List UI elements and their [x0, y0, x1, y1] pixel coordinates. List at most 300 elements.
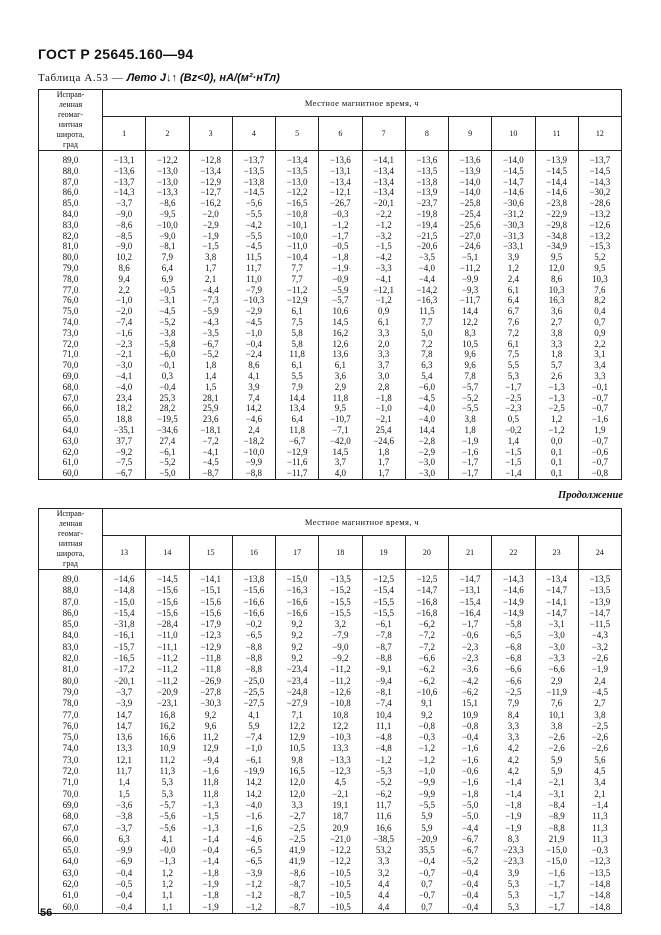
table-cell: 2,2: [594, 338, 606, 349]
latitude-value: 83,0: [62, 641, 79, 652]
table-cell: −23,4: [286, 675, 308, 686]
hour-row: [39, 116, 622, 150]
table-cell: −3,6: [461, 664, 479, 675]
table-cell: 3,3: [378, 349, 390, 360]
table-cell: 28,1: [202, 392, 219, 403]
table-cell: −15,6: [156, 607, 178, 618]
table-cell: −16,3: [416, 295, 438, 306]
table-cell: 1,1: [161, 901, 173, 912]
table-cell: 2,8: [378, 381, 390, 392]
table-cell: 13,6: [116, 732, 132, 743]
table-cell: −2,9: [418, 446, 436, 457]
latitude-value: 69,0: [62, 370, 79, 381]
table-cell: 7,4: [248, 392, 260, 403]
table-cell: 9,2: [205, 709, 217, 720]
hour-header: 2: [146, 116, 189, 150]
table-cell: −5,2: [159, 316, 176, 327]
table-cell: 9,5: [594, 262, 606, 273]
value-column: [362, 151, 405, 480]
table-cell: −15,6: [156, 585, 178, 596]
table-cell: −5,5: [245, 208, 263, 219]
table-cell: 3,2: [334, 619, 346, 630]
table-cell: 8,2: [594, 295, 606, 306]
table-cell: −26,7: [329, 198, 351, 209]
table-cell: −3,7: [115, 822, 133, 833]
table-cell: −14,9: [502, 607, 524, 618]
table-cell: −9,9: [418, 777, 436, 788]
table-cell: 11,8: [202, 788, 219, 799]
table-cell: −19,4: [416, 219, 438, 230]
latitude-value: 62,0: [62, 879, 79, 890]
table-cell: 1,8: [464, 424, 476, 435]
table-cell: −12,1: [373, 284, 395, 295]
table-cell: −17,2: [113, 664, 135, 675]
table-cell: −11,7: [459, 295, 481, 306]
table-cell: 13,4: [289, 403, 305, 414]
table-cell: 2,1: [594, 788, 606, 799]
table-cell: 7,7: [291, 262, 303, 273]
table-cell: 14,7: [116, 709, 132, 720]
continued-label: Продолжение: [558, 490, 623, 501]
mlt-header: Местное магнитное время, ч: [103, 90, 622, 117]
table-cell: −2,6: [591, 732, 609, 743]
table-cell: −30,3: [200, 698, 222, 709]
table-cell: −13,2: [589, 230, 611, 241]
table-cell: 3,4: [594, 777, 606, 788]
table-cell: 3,2: [378, 867, 390, 878]
table-cell: −10,5: [329, 901, 351, 912]
table-cell: 2,4: [248, 424, 260, 435]
table-cell: −1,7: [548, 901, 565, 912]
table-cell: −2,5: [288, 833, 306, 844]
table-cell: −1,5: [505, 457, 522, 468]
table-cell: −33,1: [502, 241, 524, 252]
table-cell: 8,3: [464, 327, 476, 338]
table-cell: −1,6: [202, 766, 219, 777]
table-cell: −7,1: [332, 424, 349, 435]
table-cell: −4,5: [591, 686, 609, 697]
table-cell: −5,6: [159, 822, 176, 833]
table-cell: −3,6: [115, 799, 133, 810]
latitude-value: 68,0: [62, 811, 79, 822]
table-cell: −0,0: [159, 845, 176, 856]
table-cell: −1,9: [505, 822, 522, 833]
table-cell: 3,8: [551, 720, 563, 731]
table-cell: −0,4: [461, 867, 479, 878]
table-cell: −13,9: [589, 596, 611, 607]
table-cell: −10,0: [286, 230, 308, 241]
table-cell: 0,7: [421, 901, 433, 912]
table-cell: 14,5: [332, 446, 349, 457]
table-cell: 11,8: [202, 777, 219, 788]
table-cell: −0,6: [461, 630, 479, 641]
table-cell: −7,8: [375, 630, 392, 641]
latitude-value: 66,0: [62, 833, 79, 844]
table-cell: 3,8: [594, 709, 606, 720]
table-cell: 4,4: [378, 901, 390, 912]
table-cell: −14,1: [200, 574, 222, 584]
table-cell: −1,2: [418, 754, 436, 765]
table-cell: 21,9: [548, 833, 565, 844]
table-cell: −5,2: [461, 856, 479, 867]
table-cell: −1,7: [461, 468, 479, 479]
latitude-value: 67,0: [62, 822, 79, 833]
table-cell: −0,5: [332, 241, 349, 252]
table-cell: 3,3: [594, 370, 606, 381]
table-cell: −10,5: [329, 867, 351, 878]
data-table-part2: [38, 508, 622, 914]
table-cell: 0,1: [551, 468, 563, 479]
table-cell: −1,3: [548, 381, 565, 392]
table-cell: −0,4: [115, 901, 133, 912]
table-cell: −9,0: [115, 208, 133, 219]
table-cell: 23,6: [202, 414, 219, 425]
table-cell: −2,2: [375, 208, 392, 219]
table-cell: 3,3: [291, 799, 303, 810]
table-cell: −9,0: [115, 241, 133, 252]
table-cell: −3,5: [418, 252, 436, 263]
table-cell: 8,6: [118, 262, 130, 273]
table-cell: 5,4: [421, 370, 433, 381]
table-cell: 8,6: [551, 273, 563, 284]
latitude-value: 61,0: [62, 457, 79, 468]
table-cell: 1,4: [205, 370, 217, 381]
table-cell: 3,9: [507, 867, 519, 878]
table-cell: −16,8: [416, 607, 438, 618]
table-cell: −3,8: [115, 811, 133, 822]
table-cell: −9,2: [332, 653, 349, 664]
table-cell: 9,2: [291, 653, 303, 664]
table-cell: −7,4: [115, 316, 133, 327]
value-column: [449, 570, 492, 914]
table-cell: −3,0: [115, 360, 133, 371]
table-cell: 3,6: [334, 370, 346, 381]
table-cell: −2,3: [505, 403, 522, 414]
table-cell: −5,5: [245, 230, 263, 241]
hour-header: 16: [232, 535, 275, 569]
hour-header: 17: [276, 535, 319, 569]
table-cell: 6,4: [507, 295, 519, 306]
hour-header: 23: [535, 535, 578, 569]
table-cell: −0,7: [591, 403, 609, 414]
table-cell: 5,9: [551, 766, 563, 777]
table-cell: −14,0: [502, 155, 524, 165]
table-cell: −14,3: [502, 574, 524, 584]
value-column: [319, 570, 362, 914]
table-cell: −2,3: [461, 641, 479, 652]
table-cell: 10,2: [116, 252, 132, 263]
table-cell: −14,7: [416, 585, 438, 596]
table-cell: 12,2: [332, 720, 349, 731]
table-cell: −0,3: [418, 732, 436, 743]
latitude-value: 81,0: [62, 664, 79, 675]
table-cell: −1,6: [461, 446, 479, 457]
table-cell: −1,4: [505, 468, 522, 479]
table-cell: −4,1: [375, 273, 392, 284]
value-column: [319, 151, 362, 480]
table-cell: 11,1: [375, 720, 392, 731]
table-cell: −12,9: [200, 641, 222, 652]
table-cell: 3,7: [334, 457, 346, 468]
value-column: [578, 570, 621, 914]
table-cell: −13,0: [156, 176, 178, 187]
latitude-value: 73,0: [62, 327, 79, 338]
hour-header: 3: [189, 116, 232, 150]
table-cell: 3,8: [551, 327, 563, 338]
table-cell: −4,1: [202, 446, 219, 457]
table-cell: −1,3: [202, 822, 219, 833]
table-cell: −2,1: [332, 788, 349, 799]
table-cell: 9,6: [205, 720, 217, 731]
table-cell: −19,9: [243, 766, 265, 777]
value-column: [189, 570, 232, 914]
table-cell: −10,1: [286, 219, 308, 230]
table-cell: 16,8: [159, 709, 176, 720]
table-cell: −27,0: [459, 230, 481, 241]
table-cell: −6,2: [461, 686, 479, 697]
table-cell: −9,3: [461, 284, 479, 295]
hour-header: 24: [578, 535, 621, 569]
table-cell: −8,4: [548, 799, 565, 810]
table-cell: −1,4: [591, 799, 609, 810]
table-cell: 4,2: [507, 743, 519, 754]
latitude-value: 64,0: [62, 424, 79, 435]
table-cell: 11,7: [375, 799, 392, 810]
table-cell: −9,0: [332, 641, 349, 652]
table-cell: −1,2: [375, 219, 392, 230]
table-cell: −30,2: [589, 187, 611, 198]
table-cell: −5,2: [461, 392, 479, 403]
table-cell: −13,4: [329, 176, 351, 187]
table-cell: −19,5: [156, 414, 178, 425]
table-cell: −9,4: [375, 675, 392, 686]
table-cell: −2,3: [115, 338, 133, 349]
table-cell: −10,6: [416, 686, 438, 697]
table-cell: 1,8: [205, 360, 217, 371]
table-cell: −1,8: [375, 392, 392, 403]
table-cell: −1,6: [591, 414, 609, 425]
table-cell: 1,7: [378, 468, 390, 479]
latitude-value: 61,0: [62, 890, 79, 901]
table-cell: −4,5: [159, 306, 176, 317]
hour-header: 19: [362, 535, 405, 569]
latitude-value: 66,0: [62, 403, 79, 414]
mlt-header: Местное магнитное время, ч: [103, 509, 622, 536]
table-cell: −13,5: [329, 574, 351, 584]
table-cell: 1,4: [507, 435, 519, 446]
table-cell: −11,2: [330, 675, 351, 686]
table-cell: −5,0: [461, 799, 479, 810]
table-cell: 4,4: [378, 879, 390, 890]
table-cell: −1,2: [245, 901, 263, 912]
table-cell: −12,2: [286, 187, 308, 198]
table-cell: −6,7: [461, 833, 479, 844]
table-cell: 7,6: [551, 698, 563, 709]
table-cell: −8,8: [375, 653, 392, 664]
table-cell: −13,9: [546, 155, 568, 165]
hour-header: 21: [449, 535, 492, 569]
table-cell: −13,6: [459, 155, 481, 165]
table-cell: 6,1: [291, 360, 303, 371]
table-cell: −13,6: [113, 165, 135, 176]
table-cell: 0,5: [507, 414, 519, 425]
table-cell: −11,2: [330, 664, 351, 675]
table-cell: 11,7: [246, 262, 262, 273]
table-cell: 7,7: [291, 273, 303, 284]
table-cell: −3,7: [115, 198, 133, 209]
table-cell: −20,1: [113, 675, 135, 686]
table-cell: −5,2: [202, 349, 219, 360]
table-cell: 2,4: [507, 273, 519, 284]
table-cell: −1,6: [548, 867, 565, 878]
table-cell: −8,1: [375, 686, 392, 697]
table-cell: −11,5: [589, 619, 611, 630]
table-cell: −13,9: [459, 165, 481, 176]
latitude-value: 68,0: [62, 381, 79, 392]
table-cell: −18,2: [243, 435, 265, 446]
table-cell: 14,2: [246, 777, 262, 788]
table-cell: −9,4: [202, 754, 219, 765]
table-cell: −21,0: [329, 833, 351, 844]
table-cell: −23,4: [286, 664, 308, 675]
table-cell: −13,1: [459, 585, 481, 596]
table-cell: 0,7: [421, 879, 433, 890]
table-cell: −14,6: [502, 585, 524, 596]
table-cell: 5,9: [248, 720, 260, 731]
table-cell: −6,8: [505, 641, 522, 652]
table-cell: −3,2: [591, 641, 609, 652]
table-cell: 1,8: [551, 349, 563, 360]
table-cell: 14,2: [246, 403, 262, 414]
table-cell: −14,5: [502, 165, 524, 176]
table-cell: −5,8: [159, 338, 176, 349]
table-cell: −15,4: [113, 607, 135, 618]
table-cell: 5,7: [551, 360, 563, 371]
hour-header: 14: [146, 535, 189, 569]
table-cell: 9,6: [464, 360, 476, 371]
table-cell: −1,6: [461, 743, 479, 754]
table-cell: −8,8: [548, 822, 565, 833]
table-cell: −15,6: [243, 585, 265, 596]
table-cell: −0,8: [591, 468, 609, 479]
table-cell: −1,8: [202, 867, 219, 878]
table-cell: −0,4: [115, 867, 133, 878]
table-cell: −2,6: [548, 732, 565, 743]
table-cell: 12,9: [289, 732, 305, 743]
table-cell: −28,4: [156, 619, 178, 630]
table-cell: −10,5: [329, 879, 351, 890]
table-cell: −14,8: [113, 585, 135, 596]
table-cell: 9,5: [551, 252, 563, 263]
table-cell: −0,6: [461, 766, 479, 777]
table-cell: −13,7: [243, 155, 265, 165]
table-cell: −12,2: [329, 845, 351, 856]
table-cell: 4,2: [507, 754, 519, 765]
table-cell: 4,2: [507, 766, 519, 777]
table-cell: −9,2: [115, 446, 133, 457]
table-cell: 9,8: [291, 754, 303, 765]
table-cell: −3,9: [115, 698, 133, 709]
table-cell: −6,2: [418, 664, 436, 675]
table-cell: 3,9: [507, 252, 519, 263]
table-cell: 7,7: [421, 316, 433, 327]
table-cell: −10,0: [243, 446, 265, 457]
table-cell: −14,8: [589, 901, 611, 912]
hour-header: 18: [319, 535, 362, 569]
hour-header: 4: [232, 116, 275, 150]
value-column: [232, 151, 275, 480]
table-cell: −8,7: [375, 641, 392, 652]
table-cell: −8,6: [115, 219, 133, 230]
table-cell: −3,3: [375, 262, 392, 273]
table-cell: −14,6: [546, 187, 568, 198]
table-cell: −12,6: [329, 686, 351, 697]
table-cell: −23,7: [416, 198, 438, 209]
table-cell: 0,9: [594, 327, 606, 338]
table-cell: −14,7: [546, 607, 568, 618]
table-cell: 13,3: [116, 743, 132, 754]
table-cell: −15,4: [459, 596, 481, 607]
table-cell: −12,5: [373, 574, 395, 584]
table-cell: −1,5: [505, 446, 522, 457]
table-cell: −2,4: [245, 349, 263, 360]
table-cell: 0,4: [594, 306, 606, 317]
table-cell: −1,9: [202, 879, 219, 890]
table-cell: −8,8: [245, 653, 263, 664]
value-column: [362, 570, 405, 914]
page-number: 56: [40, 907, 53, 919]
table-cell: −4,5: [245, 316, 263, 327]
table-cell: −1,4: [202, 833, 219, 844]
table-cell: −4,2: [461, 675, 479, 686]
table-cell: −3,2: [375, 230, 392, 241]
table-cell: 20,9: [332, 822, 349, 833]
table-cell: −0,9: [332, 273, 349, 284]
table-cell: −34,9: [546, 241, 568, 252]
table-cell: 1,2: [507, 262, 519, 273]
table-cell: −14,3: [589, 176, 611, 187]
table-cell: −0,8: [461, 720, 479, 731]
table-cell: −4,3: [202, 316, 219, 327]
table-cell: −8,8: [245, 468, 263, 479]
table-cell: 0,0: [551, 435, 563, 446]
table-cell: −5,1: [461, 252, 479, 263]
table-cell: 25,9: [202, 403, 219, 414]
caption-prefix: Таблица А.53 —: [38, 72, 127, 84]
table-cell: −3,1: [548, 619, 565, 630]
table-cell: −1,4: [505, 788, 522, 799]
table-cell: −4,5: [202, 457, 219, 468]
latitude-value: 74,0: [62, 743, 79, 754]
table-cell: −3,1: [548, 788, 565, 799]
table-cell: −3,0: [548, 630, 565, 641]
latitude-value: 79,0: [62, 686, 79, 697]
table-cell: 2,1: [205, 273, 217, 284]
table-cell: −15,5: [373, 596, 395, 607]
table-cell: −12,9: [286, 295, 308, 306]
latitude-value: 78,0: [62, 698, 79, 709]
table-cell: −10,5: [329, 890, 351, 901]
table-cell: 18,2: [116, 403, 132, 414]
table-cell: 0,9: [378, 306, 390, 317]
table-cell: 27,4: [159, 435, 176, 446]
table-cell: −20,9: [416, 833, 438, 844]
table-cell: 10,9: [462, 709, 478, 720]
value-column: [405, 570, 448, 914]
table-cell: −1,8: [461, 788, 479, 799]
table-cell: −12,8: [200, 155, 222, 165]
table-cell: 14,5: [332, 316, 349, 327]
